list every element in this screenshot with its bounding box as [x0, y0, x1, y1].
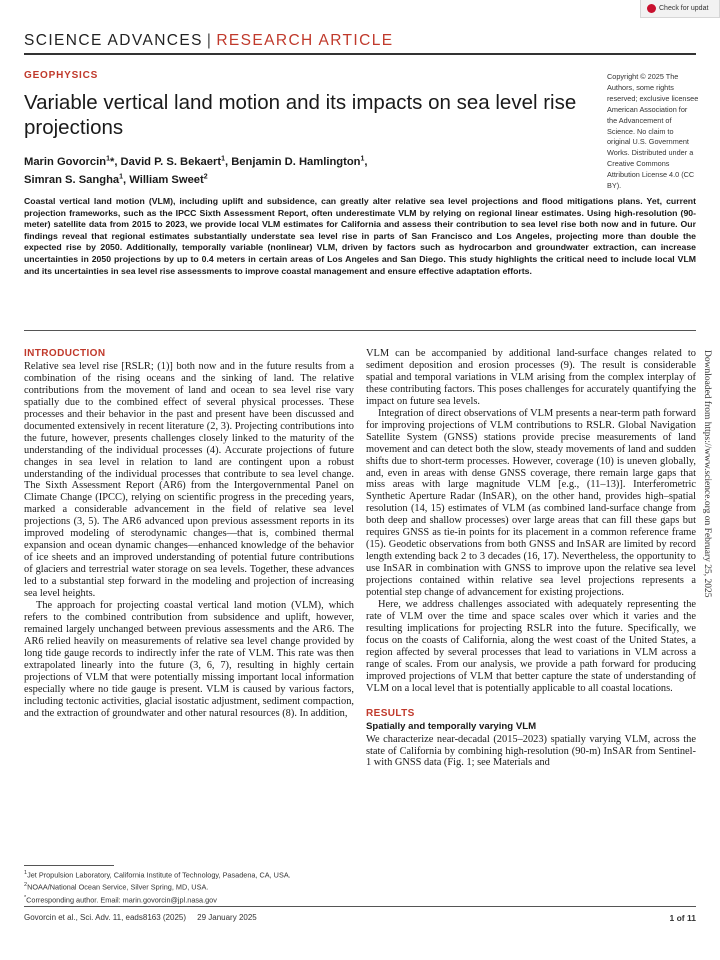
body-paragraph: Here, we address challenges associated with adequately representing the rate of VLM over the time and space scales over which it varies and the resulting implications for projecting RSLR into the future. Specifically, we focus on the coasts of California, along the west coast of the United States, a region affected by several processes that lead to variations in VLM across a range of scales. From our analysis, we provide a path forward for producing improved projections of VLM that better capture the state of understanding of VLM on a local level that is potentially applicable to all coastal locations. — [366, 599, 696, 694]
page-number: 1 of 11 — [669, 913, 696, 923]
journal-name: SCIENCE ADVANCES — [24, 32, 203, 49]
author[interactable]: William Sweet$^2$ — [129, 173, 208, 187]
author-list — [24, 151, 584, 188]
header-rule — [24, 53, 696, 55]
journal-header — [24, 32, 394, 50]
results-heading: RESULTS — [366, 707, 415, 719]
footnote: $^2$NOAA/National Ocean Service, Silver Spring, MD, USA. — [24, 882, 209, 892]
right-column — [366, 348, 696, 769]
footnote: $^1$Jet Propulsion Laboratory, California Institute of Technology, Pasadena, CA, USA. — [24, 870, 291, 880]
left-column — [24, 348, 354, 720]
crossmark-icon — [647, 4, 656, 13]
body-paragraph: Relative sea level rise [RSLR; (1)] both now and in the future results from a combination of the rising oceans and the sinking of land. The relative contributions from the movement of land and ocean to sea level rise vary spatially due to the combined effect of several physical processes. These processes and their behavior in the past and present have been discussed and documented extensively in recent literature (2, 3). Projecting contributions into the future, however, presents challenges closely linked to the maturity of the understanding of the individual processes (4). Accurate projections of future changes in sea level in relation to land are contingent upon a robust understanding of the individual processes that contribute to sea level change. The Sixth Assessment Report (AR6) from the Intergovernmental Panel on Climate Change (IPCC), relying on scientific progress in the preceding years, marked a considerable advancement in the field of relative sea level projections (3, 5). The AR6 advanced upon previous assessment reports in its improved modeling of sterodynamic changes—that is, combined thermal expansion and ocean dynamic changes—enhanced knowledge of the behavior of ice sheets and an improved understanding of potential future contributions of glaciers and terrestrial water storage on sea levels. Together, these advances led to a substantial step forward in the modeling and projection of increasing sea level heights. — [24, 360, 354, 600]
download-note — [700, 350, 714, 630]
check-for-updates-badge[interactable] — [640, 0, 720, 18]
author[interactable]: David P. S. Bekaert$^1$, — [120, 155, 232, 168]
footer-citation: Govorcin et al., Sci. Adv. 11, eads8163 (2025) 29 January 2025 — [24, 913, 257, 922]
introduction-heading: INTRODUCTION — [24, 348, 106, 359]
author[interactable]: Simran S. Sangha$^1$, — [24, 173, 130, 187]
footer-rule — [24, 906, 696, 907]
copyright-notice: Copyright © 2025 The Authors, some rights reserved; exclusive licensee American Association for the Advancement of Science. No claim to original U.S. Government Works. Distributed under a Creative Commons Attribution License 4.0 (CC BY). — [607, 72, 699, 191]
footnotes — [24, 868, 364, 905]
abstract: Coastal vertical land motion (VLM), including uplift and subsidence, can greatly alter relative sea level projections and flood mitigations plans. Yet, current projection frameworks, such as the IPCC Sixth Assessment Report, often underestimate VLM by relying on regional linear estimates. Using high-resolution (90-meter) satellite data from 2015 to 2023, we provide local VLM estimates for California and assess their contribution to sea level rise both now and in future. Our findings reveal that regional estimates substantially understate sea level rise in parts of San Francisco and Los Angeles, projecting more than double the expected rise by 2050. Additionally, temporally variable (nonlinear) VLM, driven by factors such as hydrocarbon and groundwater extraction, can increase uncertainties in 2050 projections by up to 0.4 meters in certain areas of Los Angeles and San Diego. This study highlights the critical need to include local VLM and its uncertainties in sea level rise assessments to improve coastal management and ensure effective adaptation efforts. — [24, 196, 696, 276]
body-paragraph: The approach for projecting coastal vertical land motion (VLM), which refers to the combined contribution from subsidence and uplift, however, remained largely unchanged between previous assessments and the AR6. The AR6 relied heavily on measurements of relative sea level change provided by long tide gauge records to indirectly infer the rate of VLM. This rate was then extrapolated linearly into the future (3, 6, 7), resulting in highly certain projections of VLM that were potentially missing important local information especially where no tide gauge is present. VLM is caused by various factors, including tectonic activities, glacial isostatic adjustment, sediment compaction, and the extraction of groundwater and other natural resources (8). In addition, — [24, 600, 354, 719]
article-title: Variable vertical land motion and its impacts on sea level rise projections — [24, 91, 577, 139]
section-label: GEOPHYSICS — [24, 70, 99, 81]
results-subheading: Spatially and temporally varying VLM — [366, 720, 537, 732]
footnote-rule — [24, 865, 114, 866]
author[interactable]: Benjamin D. Hamlington$^1$, — [231, 155, 368, 168]
header-separator: | — [206, 32, 213, 49]
author[interactable]: Marin Govorcin$^1$*, — [24, 155, 121, 168]
body-paragraph: We characterize near-decadal (2015–2023) spatially varying VLM, across the state of California by combining high-resolution (90-m) InSAR from Sentinel-1 with GNSS data (Fig. 1; see Materials and — [366, 733, 696, 769]
article-type: RESEARCH ARTICLE — [216, 32, 394, 49]
abstract-rule — [24, 330, 696, 331]
footnote[interactable]: *Corresponding author. Email: marin.govorcin@jpl.nasa.gov — [24, 894, 217, 905]
download-note-text: Downloaded from https://www.science.org on February 25, 2025 — [702, 350, 712, 598]
check-for-updates-label: Check for updat — [659, 5, 709, 12]
body-paragraph: Integration of direct observations of VLM presents a near-term path forward for improving projections of VLM contributions to RSLR. Global Navigation Satellite System (GNSS) stations provide precise measurements of land movement and can detect both the slow, steady movements of land and sudden shifts due to short-term processes. However, coverage (10) is uneven globally, and, even in areas with dense GNSS coverage, there remain large gaps that miss areas with large magnitude VLM [e.g., (11–13)]. Interferometric Synthetic Aperture Radar (InSAR), on the other hand, provides high–spatial resolution (14, 15) estimates of VLM (as combined land-surface change from both deep and shallow processes) over large areas that can fill these gaps but requires GNSS as tie-in points for its placement in a common reference frame (15). Geodetic observations from both GNSS and InSAR are limited by record length extending back 2 to 3 decades (16, 17). Nevertheless, the opportunity to use InSAR in combination with GNSS to improve upon the relative sea level projections contained within relative sea level projections represents a potential step change of advancement for existing projections. — [366, 407, 696, 599]
body-paragraph: VLM can be accompanied by additional land-surface changes related to sediment deposition and erosion processes (9). The result is considerable spatial and temporal variations in VLM arising from the complex interplay of these contributing factors. This poses challenges for accurately quantifying the impact on future sea levels. — [366, 348, 696, 407]
